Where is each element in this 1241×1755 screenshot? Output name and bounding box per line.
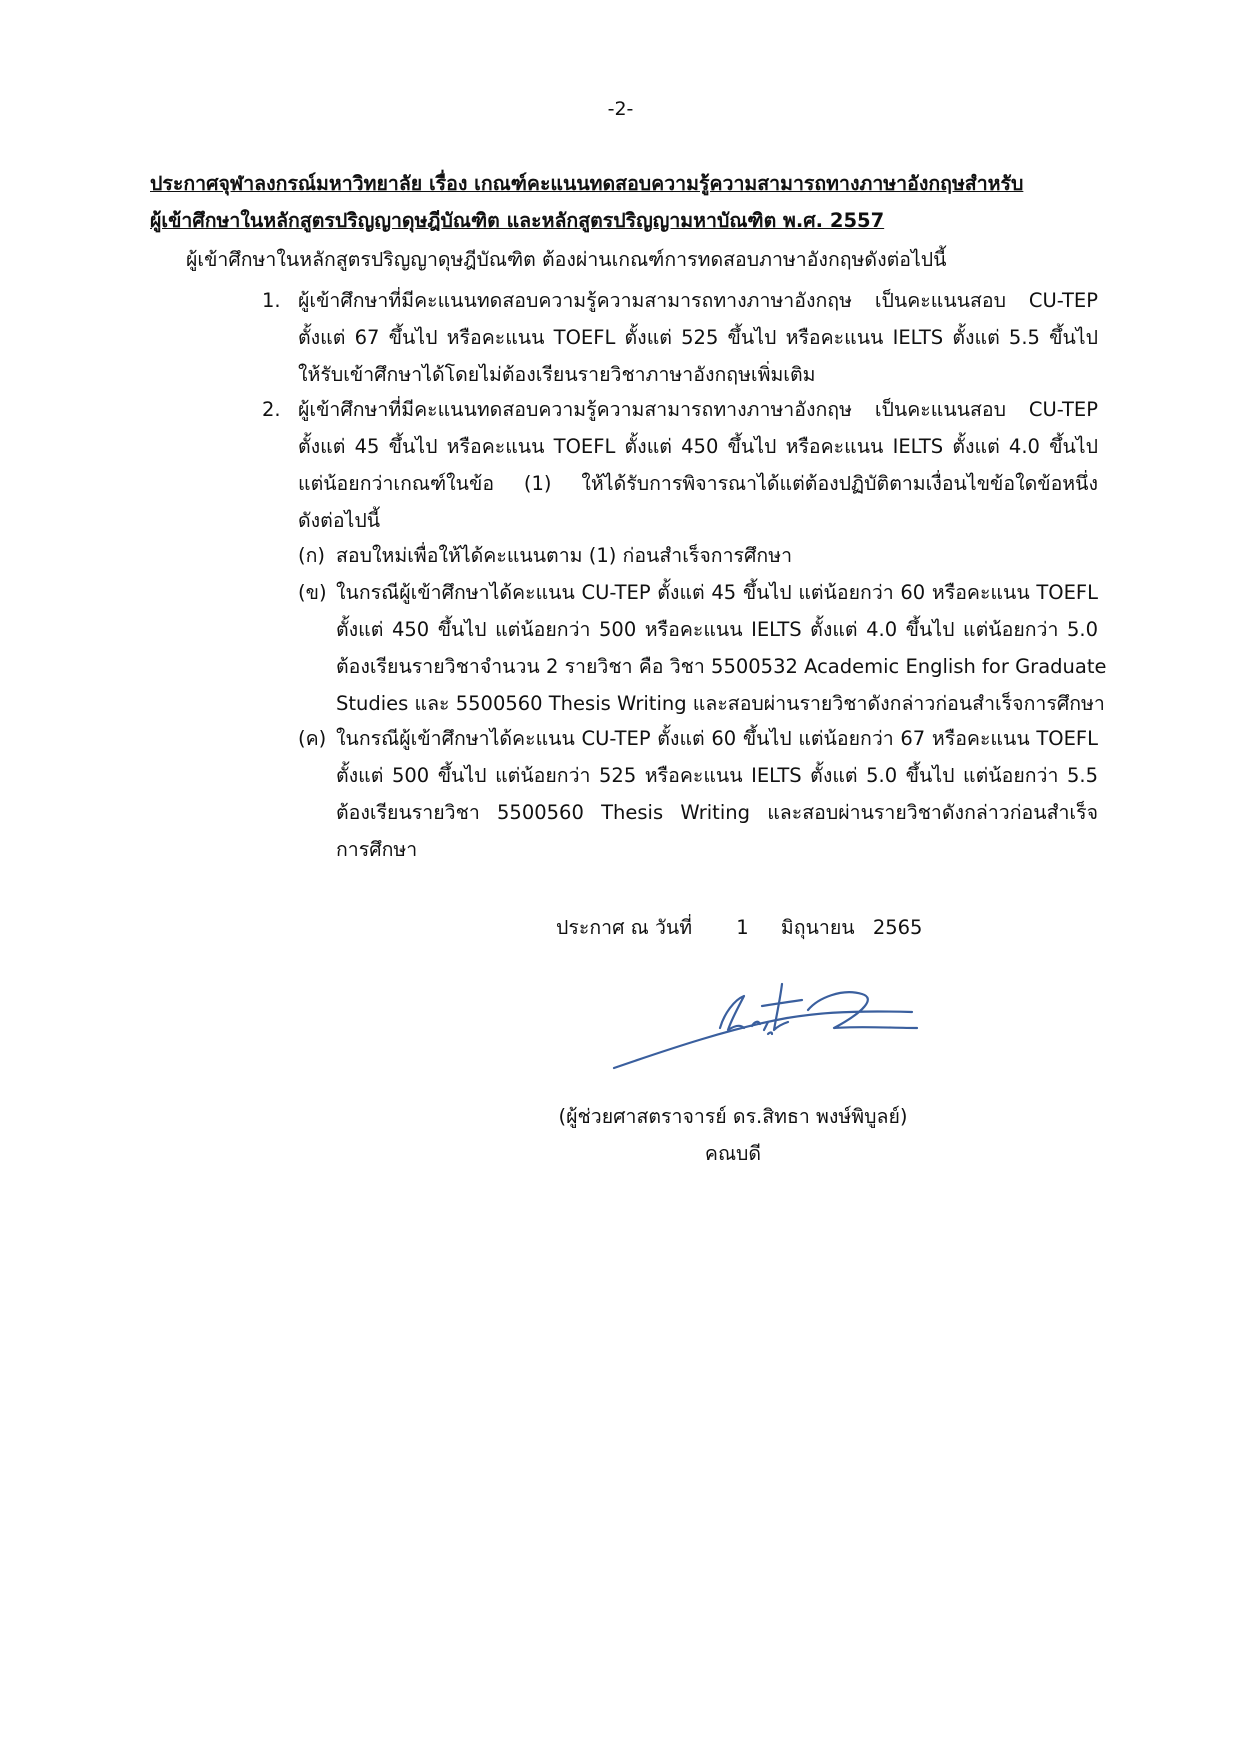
item-2-line: ตั้งแต่ 45 ขึ้นไป หรือคะแนน TOEFL ตั้งแต่ 450 ขึ้นไป หรือคะแนน IELTS ตั้งแต่ 4.0 ขึ้นไป [298, 435, 1098, 458]
intro-paragraph: ผู้เข้าศึกษาในหลักสูตรปริญญาดุษฎีบัณฑิต ต้องผ่านเกณฑ์การทดสอบภาษาอังกฤษดังต่อไปนี้ [186, 248, 947, 271]
subitem-kho-khon-marker: (ค) [298, 727, 327, 750]
item-1-line: ผู้เข้าศึกษาที่มีคะแนนทดสอบความรู้ความสามารถทางภาษาอังกฤษ เป็นคะแนนสอบ CU-TEP [298, 289, 1098, 312]
item-2-line: แต่น้อยกว่าเกณฑ์ในข้อ (1) ให้ได้รับการพิจารณาได้แต่ต้องปฏิบัติตามเงื่อนไขข้อใดข้อหนึ่ง [298, 472, 1098, 495]
item-2 [298, 391, 1098, 539]
handwritten-signature [612, 970, 922, 1075]
subitem-kho-khon-line: ต้องเรียนรายวิชา 5500560 Thesis Writing และสอบผ่านรายวิชาดังกล่าวก่อนสำเร็จ [336, 801, 1098, 824]
item-1 [298, 282, 1098, 393]
subitem-kho-line: ต้องเรียนรายวิชาจำนวน 2 รายวิชา คือ วิชา 5500532 Academic English for Graduate [336, 655, 1107, 678]
announcement-date [556, 912, 922, 943]
announcement-day: 1 [736, 916, 749, 939]
subitem-ka [336, 537, 1098, 574]
item-1-line: ให้รับเข้าศึกษาได้โดยไม่ต้องเรียนรายวิชาภาษาอังกฤษเพิ่มเติม [298, 363, 816, 386]
item-2-line: ดังต่อไปนี้ [298, 509, 381, 532]
announcement-month: มิถุนายน [780, 916, 855, 939]
subitem-kho-khon-line: ในกรณีผู้เข้าศึกษาได้คะแนน CU-TEP ตั้งแต่ 60 ขึ้นไป แต่น้อยกว่า 67 หรือคะแนน TOEFL [336, 727, 1098, 750]
subitem-kho-line: ตั้งแต่ 450 ขึ้นไป แต่น้อยกว่า 500 หรือคะแนน IELTS ตั้งแต่ 4.0 ขึ้นไป แต่น้อยกว่า 5.0 [336, 618, 1098, 641]
announcement-prefix: ประกาศ ณ วันที่ [556, 916, 693, 939]
subitem-ka-line: สอบใหม่เพื่อให้ได้คะแนนตาม (1) ก่อนสำเร็จการศึกษา [336, 544, 793, 567]
item-1-line: ตั้งแต่ 67 ขึ้นไป หรือคะแนน TOEFL ตั้งแต่ 525 ขึ้นไป หรือคะแนน IELTS ตั้งแต่ 5.5 ขึ้นไป [298, 326, 1098, 349]
subitem-kho-line: ในกรณีผู้เข้าศึกษาได้คะแนน CU-TEP ตั้งแต่ 45 ขึ้นไป แต่น้อยกว่า 60 หรือคะแนน TOEFL [336, 581, 1098, 604]
item-1-marker: 1. [262, 289, 281, 312]
item-2-marker: 2. [262, 398, 281, 421]
document-title [150, 165, 1098, 239]
subitem-kho-khon-line: การศึกษา [336, 838, 418, 861]
signatory-name: (ผู้ช่วยศาสตราจารย์ ดร.สิทธา พงษ์พิบูลย์) [558, 1105, 908, 1128]
subitem-kho-khon [336, 720, 1098, 868]
subitem-kho [336, 574, 1107, 722]
announcement-year: 2565 [872, 916, 923, 939]
item-2-line: ผู้เข้าศึกษาที่มีคะแนนทดสอบความรู้ความสามารถทางภาษาอังกฤษ เป็นคะแนนสอบ CU-TEP [298, 398, 1098, 421]
title-line-1: ประกาศจุฬาลงกรณ์มหาวิทยาลัย เรื่อง เกณฑ์คะแนนทดสอบความรู้ความสามารถทางภาษาอังกฤษสำหรับ [150, 172, 1024, 195]
signatory-title: คณบดี [704, 1142, 762, 1165]
subitem-kho-line: Studies และ 5500560 Thesis Writing และสอบผ่านรายวิชาดังกล่าวก่อนสำเร็จการศึกษา [336, 692, 1105, 715]
subitem-kho-khon-line: ตั้งแต่ 500 ขึ้นไป แต่น้อยกว่า 525 หรือคะแนน IELTS ตั้งแต่ 5.0 ขึ้นไป แต่น้อยกว่า 5.5 [336, 764, 1098, 787]
title-line-2: ผู้เข้าศึกษาในหลักสูตรปริญญาดุษฎีบัณฑิต และหลักสูตรปริญญามหาบัณฑิต พ.ศ. 2557 [150, 209, 885, 232]
subitem-kho-marker: (ข) [298, 581, 327, 604]
page-number: -2- [607, 98, 634, 120]
subitem-ka-marker: (ก) [298, 544, 326, 567]
